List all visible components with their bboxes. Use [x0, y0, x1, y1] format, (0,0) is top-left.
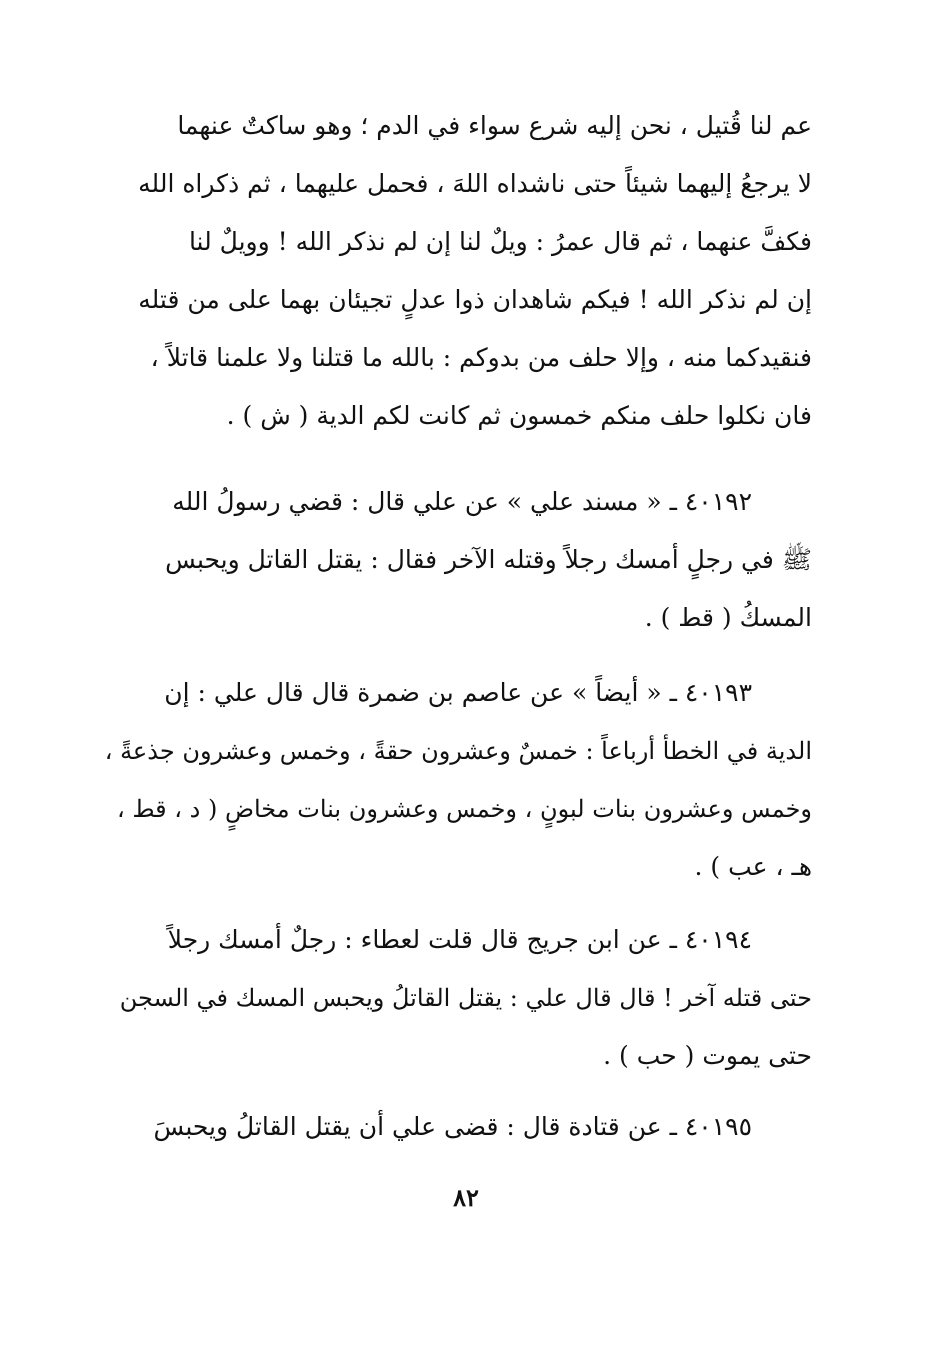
page-number: ٨٢ [453, 1183, 479, 1212]
paragraph-continuation [100, 97, 812, 445]
text-line: ﷺ في رجلٍ أمسك رجلاً وقتله الآخر فقال : يقتل القاتل ويحبس [165, 545, 812, 574]
text-line: ٤٠١٩٢ ـ « مسند علي » عن علي قال : قضي رسولُ الله [172, 487, 752, 516]
paragraph-40192 [100, 473, 812, 647]
text-line: فان نكلوا حلف منكم خمسون ثم كانت لكم الدية ( ش ) . [226, 401, 812, 430]
paragraph-40194 [100, 911, 812, 1085]
text-line: هـ ، عب ) . [694, 852, 812, 881]
text-line: إن لم نذكر الله ! فيكم شاهدان ذوا عدلٍ تجيئان بهما على من قتله [138, 285, 812, 314]
text-line: عم لنا قُتيل ، نحن إليه شرع سواء في الدم ؛ وهو ساكتٌ عنهما [177, 111, 812, 140]
text-line: ٤٠١٩٣ ـ « أيضاً » عن عاصم بن ضمرة قال قال علي : إن [164, 678, 752, 707]
text-line: الدية في الخطأ أرباعاً : خمسٌ وعشرون حقةً ، وخمس وعشرون جذعةً ، [104, 737, 812, 765]
text-line: المسكُ ( قط ) . [644, 603, 812, 632]
text-line: ٤٠١٩٤ ـ عن ابن جريج قال قلت لعطاء : رجلٌ أمسك رجلاً [167, 925, 752, 954]
text-line: حتى يموت ( حب ) . [603, 1041, 812, 1070]
text-line: ٤٠١٩٥ ـ عن قتادة قال : قضى علي أن يقتل القاتلُ ويحبسَ [153, 1112, 752, 1141]
paragraph-40193 [100, 664, 812, 896]
paragraph-40195 [100, 1098, 812, 1156]
text-line: لا يرجعُ إليهما شيئاً حتى ناشداه اللهَ ، فحمل عليهما ، ثم ذكراه الله [138, 169, 812, 198]
text-line: فنقيدكما منه ، وإلا حلف من بدوكم : بالله ما قتلنا ولا علمنا قاتلاً ، [150, 343, 812, 372]
text-line: حتى قتله آخر ! قال قال علي : يقتل القاتلُ ويحبس المسك في السجن [119, 984, 812, 1012]
text-line: وخمس وعشرون بنات لبونٍ ، وخمس وعشرون بنات مخاضٍ ( د ، قط ، [117, 795, 812, 823]
text-line: فكفَّ عنهما ، ثم قال عمرُ : ويلٌ لنا إن لم نذكر الله ! وويلٌ لنا [188, 227, 812, 256]
